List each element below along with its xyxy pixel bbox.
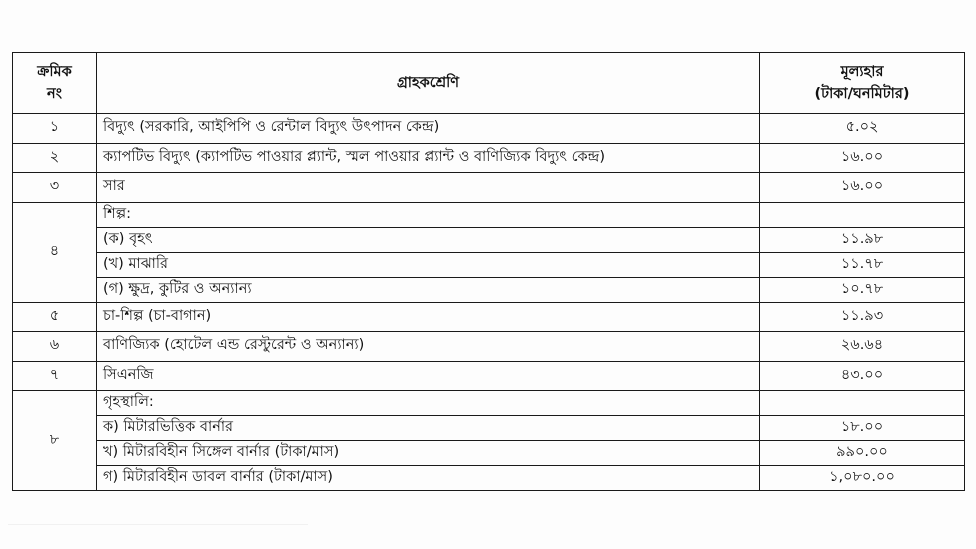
table-row	[13, 173, 965, 203]
rate-cell: ১১.৯৩	[760, 302, 965, 332]
rate-cell: ১৬.০০	[760, 173, 965, 203]
rate-cell-empty	[760, 391, 965, 416]
rate-cell: ১৬.০০	[760, 143, 965, 173]
category-header-text: গ্রাহকশ্রেণি	[396, 75, 460, 91]
category-cell: বাণিজ্যিক (হোটেল এন্ড রেস্টুরেন্ট ও অন্যান্য)	[97, 332, 760, 362]
serial-cell: ৭	[13, 361, 97, 391]
serial-header	[13, 53, 97, 114]
table-row	[13, 252, 965, 277]
category-cell: (খ) মাঝারি	[97, 252, 760, 277]
serial-cell: ৫	[13, 302, 97, 332]
table-row	[13, 302, 965, 332]
group-label-cell: শিল্প:	[97, 202, 760, 227]
page-shadow-line	[8, 524, 308, 525]
serial-cell: ১	[13, 114, 97, 144]
table-row	[13, 277, 965, 302]
rate-cell: ৫.০২	[760, 114, 965, 144]
table-header-row	[13, 53, 965, 114]
rate-cell: ৪৩.০০	[760, 361, 965, 391]
gas-tariff-table	[12, 52, 965, 491]
serial-cell: ৮	[13, 391, 97, 491]
category-cell: সার	[97, 173, 760, 203]
serial-cell: ৩	[13, 173, 97, 203]
table-row	[13, 143, 965, 173]
table-row	[13, 202, 965, 227]
category-cell: ক) মিটারভিত্তিক বার্নার	[97, 416, 760, 441]
table-row	[13, 416, 965, 441]
rate-cell-empty	[760, 202, 965, 227]
category-cell: (ক) বৃহৎ	[97, 227, 760, 252]
rate-header	[760, 53, 965, 114]
rate-header-line-1: মূল্যহার	[840, 64, 884, 80]
rate-cell: ১৮.০০	[760, 416, 965, 441]
group-label-cell: গৃহস্থালি:	[97, 391, 760, 416]
category-cell: গ) মিটারবিহীন ডাবল বার্নার (টাকা/মাস)	[97, 466, 760, 491]
category-cell: চা-শিল্প (চা-বাগান)	[97, 302, 760, 332]
category-cell: (গ) ক্ষুদ্র, কুটির ও অন্যান্য	[97, 277, 760, 302]
table-row	[13, 441, 965, 466]
rate-header-line-2: (টাকা/ঘনমিটার)	[814, 86, 910, 102]
table-row	[13, 332, 965, 362]
category-cell: ক্যাপটিভ বিদ্যুৎ (ক্যাপটিভ পাওয়ার প্ল্যান্ট, স্মল পাওয়ার প্ল্যান্ট ও বাণিজ্যিক বিদ্যুৎ কেন্দ্র)	[97, 143, 760, 173]
rate-cell: ১০.৭৮	[760, 277, 965, 302]
table-row	[13, 227, 965, 252]
table-row	[13, 466, 965, 491]
rate-cell: ৯৯০.০০	[760, 441, 965, 466]
serial-cell: ২	[13, 143, 97, 173]
table-row	[13, 114, 965, 144]
category-cell: বিদ্যুৎ (সরকারি, আইপিপি ও রেন্টাল বিদ্যুৎ উৎপাদন কেন্দ্র)	[97, 114, 760, 144]
table-row	[13, 391, 965, 416]
rate-cell: ১১.৭৮	[760, 252, 965, 277]
rate-cell: ১১.৯৮	[760, 227, 965, 252]
category-cell: খ) মিটারবিহীন সিঙ্গেল বার্নার (টাকা/মাস)	[97, 441, 760, 466]
rate-cell: ২৬.৬৪	[760, 332, 965, 362]
serial-cell: ৪	[13, 202, 97, 302]
rate-cell: ১,০৮০.০০	[760, 466, 965, 491]
table-row	[13, 361, 965, 391]
serial-header-line-2: নং	[47, 86, 62, 102]
category-header	[97, 53, 760, 114]
category-cell: সিএনজি	[97, 361, 760, 391]
serial-cell: ৬	[13, 332, 97, 362]
serial-header-line-1: ক্রমিক	[37, 64, 72, 80]
